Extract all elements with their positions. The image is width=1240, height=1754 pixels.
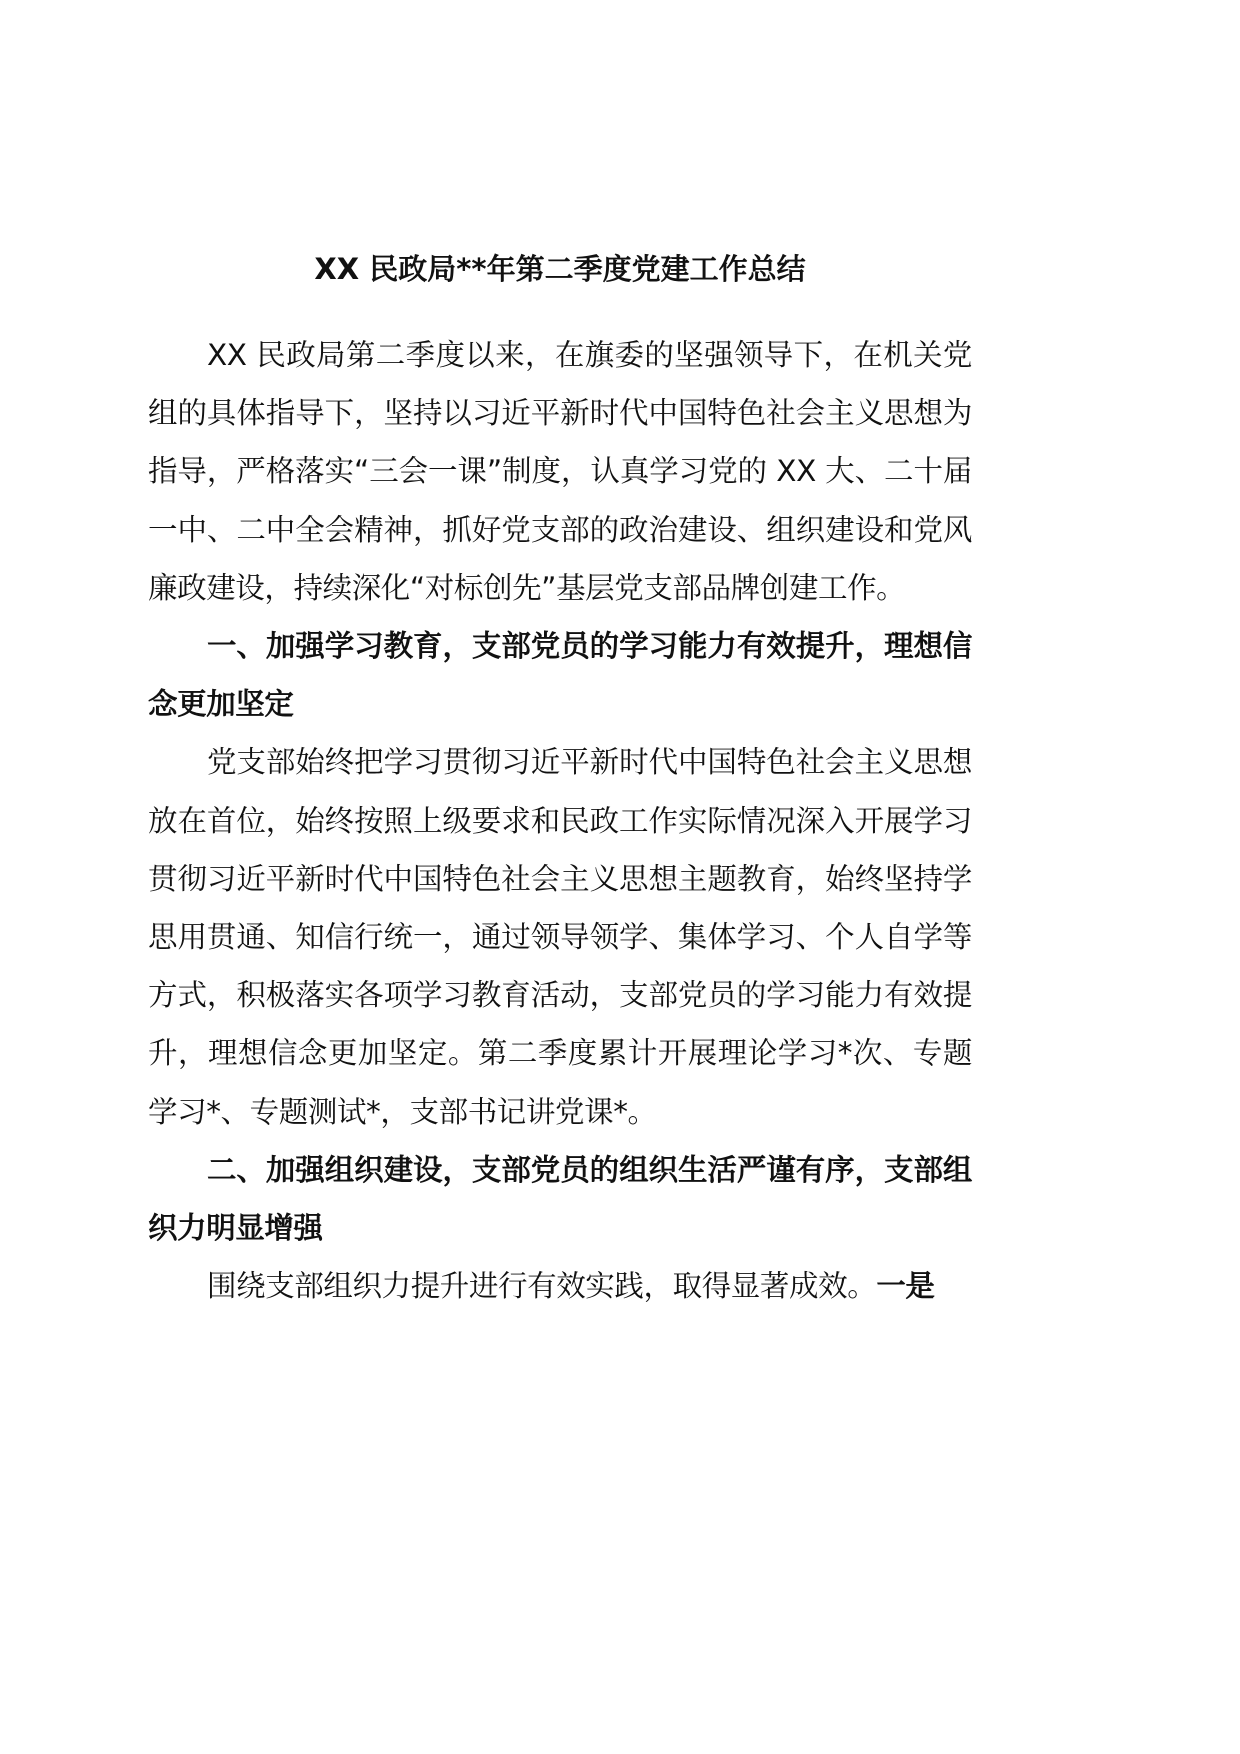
document-title: XX 民政局**年第二季度党建工作总结 [314,252,806,286]
intro-paragraph: XX 民政局第二季度以来，在旗委的坚强领导下，在机关党组的具体指导下，坚持以习近平新时代中国特色社会主义思想为指导，严格落实“三会一课”制度，认真学习党的 XX 大、二十届一中、二中全会精神，抓好党支部的政治建设、组织建设和党风廉政建设，持续深化“对标创先”基层党支部品牌创建工作。 [148,338,972,605]
section-2-heading: 二、加强组织建设，支部党员的组织生活严谨有序，支部组织力明显增强 [148,1152,972,1246]
section-2-body-text: 围绕支部组织力提升进行有效实践，取得显著成效。 [207,1269,877,1304]
section-2-body-bold-tail: 一是 [876,1269,935,1304]
section-1-body: 党支部始终把学习贯彻习近平新时代中国特色社会主义思想放在首位，始终按照上级要求和民政工作实际情况深入开展学习贯彻习近平新时代中国特色社会主义思想主题教育，始终坚持学思用贯通、知信行统一，通过领导领学、集体学习、个人自学等方式，积极落实各项学习教育活动，支部党员的学习能力有效提升，理想信念更加坚定。第二季度累计开展理论学习*次、专题学习*、专题测试*，支部书记讲党课*。 [148,745,972,1129]
document-page [148,240,972,1315]
section-2-body [148,1257,972,1315]
section-1-heading: 一、加强学习教育，支部党员的学习能力有效提升，理想信念更加坚定 [148,629,972,722]
